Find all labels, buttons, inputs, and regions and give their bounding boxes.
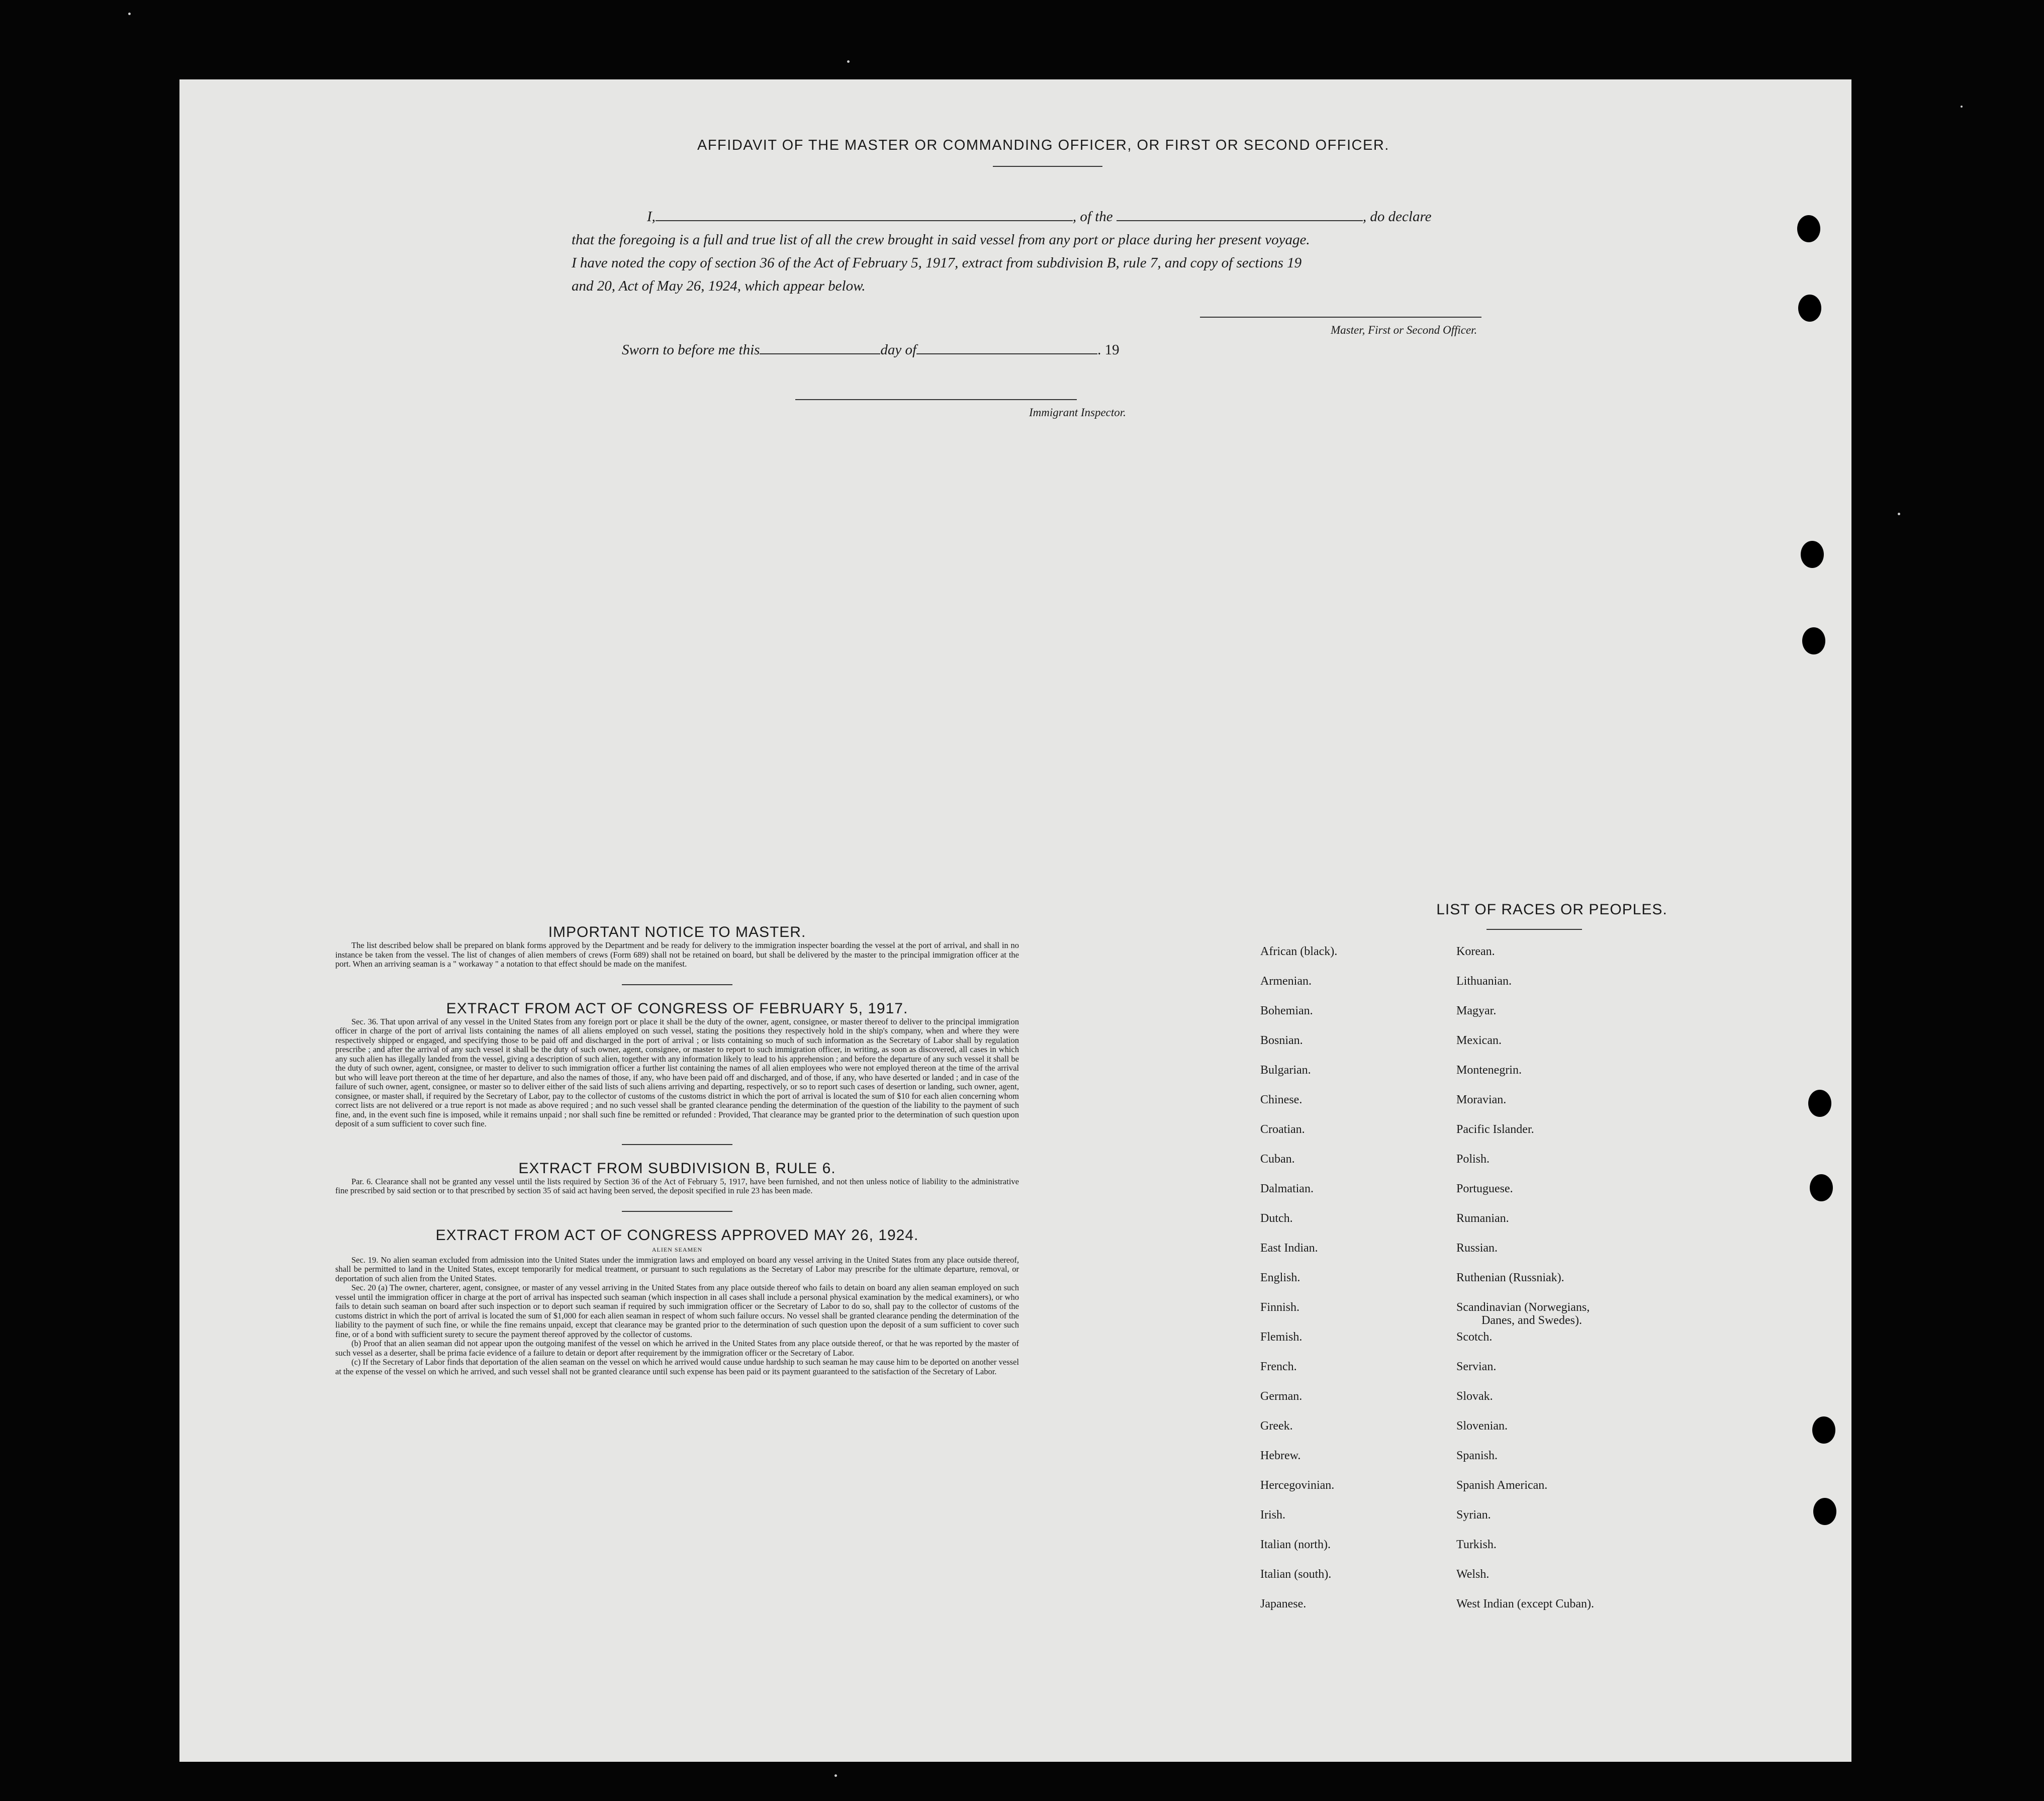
extract-1924-subtitle: ALIEN SEAMEN [652,1246,703,1253]
race-item: German. [1260,1390,1303,1403]
divider [622,1144,732,1145]
race-item: Irish. [1260,1508,1285,1522]
race-item: Portuguese. [1456,1182,1513,1195]
title-underline [993,166,1102,167]
race-item: Hercegovinian. [1260,1479,1335,1492]
punch-hole [1808,1090,1831,1117]
punch-hole [1802,627,1825,654]
affidavit-i: I, [647,209,656,225]
extract-1924-sec20a: Sec. 20 (a) The owner, charterer, agent, consignee, or master of any vessel arriving in the United States from any place outside thereof who fails to detain on board any alien seaman employed on such vessel until the immigration officer in charge at the port of arrival has inspected such seaman (which inspection in all cases shall include a personal physical examination by the medical examiners), or who fails to detain such seaman on board after such inspection or to deport such seaman if required by such immigration officer or the Secretary of Labor to do so, shall pay to the collector of customs of the customs district in which the port of arrival is located the sum of $1,000 for each alien seaman in respect of whom such failure occurs. No vessel shall be granted clearance pending the determination of the liability to the payment of such fine, or while the fine remains unpaid, except that clearance may be granted prior to the determination of such question upon the deposit of a sum sufficient to cover such fine, or of a bond with sufficient surety to secure the payment thereof approved by the collector of customs. [335,1283,1019,1339]
scan-speck [847,60,850,63]
race-item: Dutch. [1260,1212,1293,1225]
master-label: Master, First or Second Officer. [1331,324,1477,336]
race-item: Bulgarian. [1260,1064,1311,1077]
race-item: West Indian (except Cuban). [1456,1597,1594,1610]
race-item: Slovenian. [1456,1419,1508,1433]
race-item: Korean. [1456,945,1495,958]
affidavit-text [572,205,1517,298]
punch-hole [1798,295,1821,322]
punch-hole [1813,1498,1836,1525]
race-item: Welsh. [1456,1568,1490,1581]
race-item: Bosnian. [1260,1034,1303,1047]
scan-speck [1898,513,1900,515]
extract-rule6-body: Par. 6. Clearance shall not be granted any vessel until the lists required by Section 36 of the Act of February 5, 1917, have been furnished, and not then unless notice of liability to the administrative fine prescribed by said section or to that prescribed by section 35 of said act having been served, the deposit specified in rule 23 has been made. [335,1176,1019,1195]
race-item: East Indian. [1260,1242,1318,1255]
race-item: Italian (south). [1260,1568,1332,1581]
race-item: Lithuanian. [1456,975,1512,988]
race-item: Spanish American. [1456,1479,1548,1492]
race-item: Greek. [1260,1419,1293,1433]
extract-1917-body: Sec. 36. That upon arrival of any vessel in the United States from any foreign port or place it shall be the duty of the owner, agent, consignee, or master thereof to deliver to the principal immigration officer in charge of the port of arrival lists containing the names of all aliens employed on such vessel, stating the positions they respectively hold in the ship's company, when and where they were respectively shipped or engaged, and specifying those to be paid off and discharged in the port of arrival ; or lists containing so much of such information as the Secretary of Labor shall by regulation prescribe ; and after the arrival of any such vessel it shall be the duty of such owner, agent, consignee, or master to report to such immigration officer, in writing, as soon as discovered, all cases in which any such alien has illegally landed from the vessel, giving a description of such alien, together with any information likely to lead to his apprehension ; and before the departure of any such vessel it shall be the duty of such owner, agent, consignee, or master to deliver to such immigration officer a further list containing the names of all alien employees who were not employed thereon at the time of the arrival but who will leave port thereon at the time of her departure, and also the names of those, if any, who have been paid off and discharged, and of those, if any, who have deserted or landed ; and in case of the failure of such owner, agent, consignee, or master so to deliver either of the said lists of such aliens arriving and departing, respectively, or so to report such cases of desertion or landing, such owner, agent, consignee, or master shall, if required by the Secretary of Labor, pay to the collector of customs of the customs district in which the port of arrival is located the sum of $10 for each alien concerning whom correct lists are not delivered or a true report is not made as above required ; and no such vessel shall be granted clearance pending the determination of the question of the liability to the payment of such fine, and, in the event such fine is imposed, while it remains unpaid ; nor shall such fine be remitted or refunded : Provided, That clearance may be granted prior to the determination of such question upon deposit of a sum sufficient to cover such fine. [335,1016,1019,1128]
race-item: Russian. [1456,1242,1498,1255]
extract-1924-sec19: Sec. 19. No alien seaman excluded from admission into the United States under the immigration laws and employed on board any vessel arriving in the United States from any place outside thereof, shall be permitted to land in the United States, except temporarily for medical treatment, or pursuant to such regulations as the Secretary of Labor may prescribe for the ultimate departure, removal, or deportation of such alien from the United States. [335,1255,1019,1283]
race-item: African (black). [1260,945,1338,958]
race-item: Bohemian. [1260,1004,1313,1017]
race-item: Syrian. [1456,1508,1491,1522]
race-item: English. [1260,1271,1300,1284]
race-item: Turkish. [1456,1538,1497,1551]
scan-speck [128,13,131,15]
extract-1924-sec20c: (c) If the Secretary of Labor finds that deportation of the alien seaman on the vessel on which he arrived would cause undue hardship to such seaman he may cause him to be deported on another vessel at the expense of the vessel on which he arrived, and such vessel shall not be granted clearance until such expense has been paid or its payment guaranteed to the satisfaction of the Secretary of Labor. [335,1357,1019,1376]
scan-speck [1961,106,1963,108]
affidavit-line-3: I have noted the copy of section 36 of the Act of February 5, 1917, extract from subdivision B, rule 7, and copy of sections 19 [572,255,1302,271]
divider [622,984,732,985]
race-item: Croatian. [1260,1123,1305,1136]
sworn-day-of: day of [880,342,917,358]
sworn-line [622,342,1120,358]
race-item: Flemish. [1260,1331,1303,1344]
month-blank [916,353,1097,354]
race-item: Chinese. [1260,1093,1303,1106]
race-item: Magyar. [1456,1004,1497,1017]
race-item: Japanese. [1260,1597,1307,1610]
manifest-page [179,79,1851,1762]
race-item: Finnish. [1260,1301,1300,1314]
races-underline [1486,929,1582,930]
notice-title: IMPORTANT NOTICE TO MASTER. [548,924,806,940]
extract-rule6-title: EXTRACT FROM SUBDIVISION B, RULE 6. [518,1160,836,1177]
name-blank [656,220,1073,221]
inspector-signature-line [795,399,1077,400]
vessel-blank [1117,220,1363,221]
race-item: Montenegrin. [1456,1064,1522,1077]
race-item: Hebrew. [1260,1449,1301,1462]
scan-speck [834,1774,837,1777]
punch-hole [1812,1416,1835,1444]
notice-body: The list described below shall be prepared on blank forms approved by the Department and be ready for delivery to the immigration inspecter boarding the vessel at the port of arrival, and shall in no instance be taken from the vessel. The list of changes of alien members of crews (Form 689) shall not be retained on board, but shall be delivered by the master to the principal immigration officer at the port. When an arriving seaman is a " workaway " a notation to that effect should be made on the manifest. [335,940,1019,969]
affidavit-line-4: and 20, Act of May 26, 1924, which appear below. [572,278,866,294]
affidavit-title: AFFIDAVIT OF THE MASTER OR COMMANDING OFFICER, OR FIRST OR SECOND OFFICER. [697,137,1389,153]
race-item: Polish. [1456,1153,1490,1166]
race-item: Servian. [1456,1360,1497,1373]
race-item: Armenian. [1260,975,1312,988]
legal-notices [335,924,1019,1376]
sworn-prefix: Sworn to before me this [622,342,760,358]
race-item: Italian (north). [1260,1538,1331,1551]
race-item: Scandinavian (Norwegians, [1456,1301,1590,1314]
affidavit-declare: , do declare [1362,209,1432,225]
affidavit-of-the: , of the [1072,209,1113,225]
race-item: French. [1260,1360,1297,1373]
punch-hole [1797,215,1820,242]
inspector-label: Immigrant Inspector. [1029,406,1126,419]
race-item: Mexican. [1456,1034,1502,1047]
divider [622,1211,732,1212]
sworn-year: . 19 [1097,342,1120,358]
race-item: Rumanian. [1456,1212,1509,1225]
race-item: Spanish. [1456,1449,1498,1462]
race-item: Slovak. [1456,1390,1493,1403]
affidavit-line-2: that the foregoing is a full and true list of all the crew brought in said vessel from any port or place during her present voyage. [572,232,1310,248]
day-blank [760,353,880,354]
race-item: Ruthenian (Russniak). [1456,1271,1564,1284]
extract-1924-sec20b: (b) Proof that an alien seaman did not appear upon the outgoing manifest of the vessel on which he arrived in the United States from any place outside thereof, or that he was reported by the master of such vessel as a deserter, shall be prima facie evidence of a failure to detain or deport after requirement by the immigration officer or the Secretary of Labor. [335,1339,1019,1358]
extract-1924-title: EXTRACT FROM ACT OF CONGRESS APPROVED MAY 26, 1924. [435,1226,919,1244]
race-item: Dalmatian. [1260,1182,1314,1195]
master-signature-line [1200,317,1481,318]
race-item: Pacific Islander. [1456,1123,1534,1136]
race-item: Cuban. [1260,1153,1295,1166]
punch-hole [1810,1174,1833,1201]
punch-hole [1801,541,1824,568]
race-item: Scotch. [1456,1331,1493,1344]
race-item: Moravian. [1456,1093,1507,1106]
extract-1917-title: EXTRACT FROM ACT OF CONGRESS OF FEBRUARY 5, 1917. [446,1000,908,1017]
race-item-continuation: Danes, and Swedes). [1481,1314,1582,1327]
races-title: LIST OF RACES OR PEOPLES. [1436,901,1667,918]
